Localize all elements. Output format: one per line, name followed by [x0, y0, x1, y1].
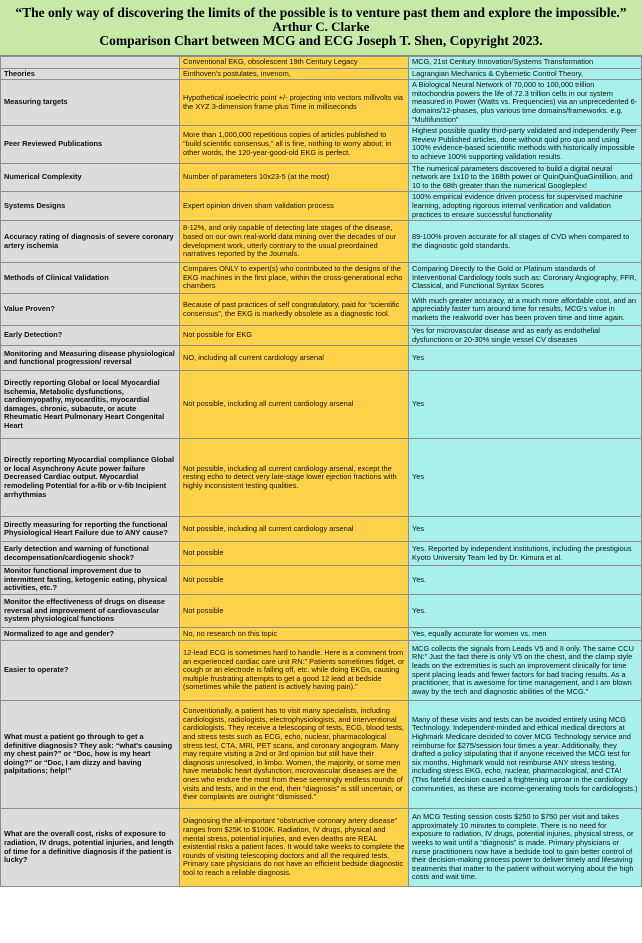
table-row: [1, 641, 642, 701]
ecg-cell: Einthoven's postulates, invenom,: [180, 68, 409, 80]
mcg-cell: Yes: [409, 346, 642, 371]
row-label: What are the overall cost, risks of exposure to radiation, IV drugs, potential injuries, and length of time for a definitive diagnosis if the patient is lucky?: [1, 809, 180, 887]
mcg-cell: A Biological Neural Network of 70,000 to 100,000 trillion mitochondria powers the life of 72.3 trillion cells in our system measured in Power (Watts vs. Frequencies) via an unprecedented 6-domains/12-phases, plus various time domains/frameworks. e.g. “Multifunction”: [409, 80, 642, 126]
ecg-cell: No, no research on this topic: [180, 628, 409, 641]
mcg-cell: Yes.: [409, 566, 642, 595]
table-row: [1, 346, 642, 371]
row-label: Directly reporting Global or local Myocardial Ischemia, Metabolic dysfunctions, cardiomyopathy, myocarditis, myocardial damages, chronic, subacute, or acute Rheumatic Heart Pulmonary Heart Congenital Heart: [1, 371, 180, 439]
row-label: Directly reporting Myocardial compliance Global or local Asynchrony Acute power failure Decreased Cardiac output. Myocardial remodeling Potential for a-fib or v-fib Incipient arrhythmias: [1, 439, 180, 517]
mcg-cell: Yes: [409, 517, 642, 542]
ecg-cell: Not possible: [180, 566, 409, 595]
column-header-ecg: Conventional EKG, obsolescent 19th Century Legacy: [180, 57, 409, 69]
quote: “The only way of discovering the limits of the possible is to venture past them and explore the impossible.”: [15, 5, 627, 20]
ecg-cell: Not possible: [180, 595, 409, 628]
table-row: [1, 192, 642, 221]
table-row: [1, 517, 642, 542]
mcg-cell: Yes. Reported by independent institutions, including the prestigious Kyoto University Team led by Dr. Kimura et al.: [409, 542, 642, 566]
ecg-cell: Because of past practices of self congratulatory, paid for “scientific consensus”, the EKG is markedly obsolete as a diagnostic tool.: [180, 294, 409, 326]
row-label: Monitoring and Measuring disease physiological and functional progression/ reversal: [1, 346, 180, 371]
table-row: [1, 326, 642, 346]
table-row: [1, 371, 642, 439]
ecg-cell: NO, including all current cardiology arsenal: [180, 346, 409, 371]
row-label: Numerical Complexity: [1, 163, 180, 192]
table-row: [1, 163, 642, 192]
mcg-cell: With much greater accuracy, at a much more affordable cost, and an appreciably faster turn around time for results, MCG's value in markets the realworld over has been proven time and time again.: [409, 294, 642, 326]
ecg-cell: Conventionally, a patient has to visit many specialists, including cardiologists, radiologists, electrophysiologists, and interventional cardiologists. They receive a telescoping of tests, ECG, blood tests, and stress tests such as ECG, echo, nuclear, pharmacological stress test, CTA, MRI, PET scans, and coronary angiogram. Many may require visiting a 2nd or 3rd opinion but still have their diagnosis unresolved, in limbo. Women, the majority, or some men have metabolic heart dysfunction; microvascular diseases are the ones who endure the most from these seemingly endless rounds of visits and tests, and in the end, their “diagnosis” is still uncertain, or their complaints are outright “dismissed.”: [180, 701, 409, 809]
row-label: Accuracy rating of diagnosis of severe coronary artery ischemia: [1, 221, 180, 263]
ecg-cell: More than 1,000,000 repetitious copies of articles published to “build scientific consensus,” all is fine, nothing to worry about; in other words, the 120-year-good-old EKG is perfect.: [180, 126, 409, 163]
mcg-cell: Yes.: [409, 595, 642, 628]
mcg-cell: Comparing Directly to the Gold or Platinum standards of Interventional Cardiology tools such as: Coronary Angiography, FFR, Classical, and Functional Syntax Scores: [409, 263, 642, 294]
mcg-cell: Highest possible quality third-party validated and independently Peer Review Published articles, done without quid pro quo and using 100% evidence-based scientific methods with historically impossible to achieve 100% supporting validation results.: [409, 126, 642, 163]
header: [0, 0, 642, 56]
row-label: Easier to operate?: [1, 641, 180, 701]
mcg-cell: 89-100% proven accurate for all stages of CVD when compared to the diagnostic gold standards.: [409, 221, 642, 263]
mcg-cell: 100% empirical evidence driven process for supervised machine learning, adopting rigorous internal verification and validation practices to ensure successful functionality: [409, 192, 642, 221]
table-row: [1, 221, 642, 263]
table-header-row: [1, 57, 642, 69]
ecg-cell: Not possible, including all current cardiology arsenal: [180, 371, 409, 439]
row-label: Monitor the effectiveness of drugs on disease reversal and improvement of cardiovascular system physiological functions: [1, 595, 180, 628]
table-row: [1, 701, 642, 809]
quote-author: Arthur C. Clarke: [272, 19, 370, 34]
comparison-table: [0, 56, 642, 887]
table-row: [1, 439, 642, 517]
table-row: [1, 809, 642, 887]
table-row: [1, 628, 642, 641]
table-row: [1, 294, 642, 326]
ecg-cell: Not possible, including all current cardiology arsenal: [180, 517, 409, 542]
ecg-cell: Not possible for EKG: [180, 326, 409, 346]
row-label: Methods of Clinical Validation: [1, 263, 180, 294]
table-row: [1, 595, 642, 628]
row-label: Peer Reviewed Publications: [1, 126, 180, 163]
ecg-cell: Diagnosing the all-important “obstructive coronary artery disease” ranges from $25K to $100K. Radiation, IV drugs, physical and mental stress, potential injuries, and even deaths are REAL existential risks a patient faces. It would take weeks to complete the rounds of visiting telescoping doctors and all the required tests. Primary care physicians do not have an efficient bedside diagnostic tool to reach a reliable diagnosis.: [180, 809, 409, 887]
mcg-cell: MCG collects the signals from Leads V5 and II only. The same CCU RN:” Just the fact there is only V5 on the chest, and the clamp style leads on the extremities is such an improvement clinically for time spent placing leads and fewer factors for bad tracing results. As a practitioner, that is awesome for time management, and I am blown away by the tech and diagnostic abilities of the MCG.”: [409, 641, 642, 701]
table-row: [1, 566, 642, 595]
table-row: [1, 126, 642, 163]
row-label: Normalized to age and gender?: [1, 628, 180, 641]
ecg-cell: 12-lead ECG is sometimes hard to handle. Here is a comment from an experienced cardiac care unit RN:” Patients sometimes fidget, or cough or an electrode is falling off, etc. while doing EKGs, causing multiple frustrating attempts to get a good 12 lead at bedside (sometimes while the patient is actively having pain).”: [180, 641, 409, 701]
column-header-mcg: MCG, 21st Century Innovation/Systems Transformation: [409, 57, 642, 69]
row-label: Monitor functional improvement due to intermittent fasting, ketogenic eating, physical activities, etc.?: [1, 566, 180, 595]
ecg-cell: Not possible: [180, 542, 409, 566]
ecg-cell: 8-12%, and only capable of detecting late stages of the disease, based on our own real-world data mining over the decades of our development work, utterly contrary to the usual preordained narratives reported by the Journals.: [180, 221, 409, 263]
row-label: Theories: [1, 68, 180, 80]
ecg-cell: Expert opinion driven sham validation process: [180, 192, 409, 221]
row-label: Systems Designs: [1, 192, 180, 221]
row-label: Early detection and warning of functional decompensation/cardiogenic shock?: [1, 542, 180, 566]
row-label: Value Proven?: [1, 294, 180, 326]
mcg-cell: The numerical parameters discovered to build a digital neural network are 1x10 to the 168th power or QuinQuinQuaGintillion, and 10 to the 68th greater than the numerical Googleplex!: [409, 163, 642, 192]
table-row: [1, 80, 642, 126]
row-label: Measuring targets: [1, 80, 180, 126]
mcg-cell: Lagrangian Mechanics & Cybernetic Control Theory,: [409, 68, 642, 80]
row-label: What must a patient go through to get a definitive diagnosis? They ask: “what's causing my chest pain?” or “Doc, how is my heart doing?” or “Doc, I am dizzy and having palpitations; help!”: [1, 701, 180, 809]
table-row: [1, 68, 642, 80]
mcg-cell: Yes, equally accurate for women vs. men: [409, 628, 642, 641]
row-label: Early Detection?: [1, 326, 180, 346]
ecg-cell: Not possible, including all current cardiology arsenal, except the resting echo to detect very late-stage lower ejection fractions with highly inconsistent testing qualities.: [180, 439, 409, 517]
mcg-cell: An MCG Testing session costs $250 to $750 per visit and takes approximately 10 minutes to complete. There is no need for exposure to radiation, IV drugs, potential injuries, physical stress, or weeks to wait until a “diagnosis” is made. Primary physicians or nurse practitioners now have a bedside tool to gain better control of their decision-making process power to deliver timely and lifesaving treatments that matter to the patient without worrying about the high costs and wait time.: [409, 809, 642, 887]
ecg-cell: Compares ONLY to expert(s) who contributed to the designs of the EKG machines in the first place, within the cross-generational echo chambers: [180, 263, 409, 294]
mcg-cell: Many of these visits and tests can be avoided entirely using MCG Technology. Independent-minded and ethical medical directors at Highmark Medicare decided to cover MCG Technology service and reimburse for $275/session four times a year. Additionally, they drafted a policy stipulating that if anyone received the MCG test for six months, Highmark would not reimburse ANY stress testing, including stress EKG, echo, nuclear, pharmacological, and CTA! (This fateful decision caused a frightening uproar in the cardiology communities, as these are income-generating tools for cardiologists.): [409, 701, 642, 809]
mcg-cell: Yes for microvascular disease and as early as endothelial dysfunctions or 20-30% single vessel CV diseases: [409, 326, 642, 346]
row-label: Directly measuring for reporting the functional Physiological Heart Failure due to ANY cause?: [1, 517, 180, 542]
mcg-cell: Yes: [409, 439, 642, 517]
ecg-cell: Hypothetical isoelectric point +/- projecting into vectors millivolts via the XYZ 3-dimension frame plus Time in milliseconds: [180, 80, 409, 126]
chart-title: Comparison Chart between MCG and ECG Joseph T. Shen, Copyright 2023.: [99, 33, 543, 48]
table-row: [1, 263, 642, 294]
ecg-cell: Number of parameters 10x23-5 (at the most): [180, 163, 409, 192]
mcg-cell: Yes: [409, 371, 642, 439]
column-header-label: [1, 57, 180, 69]
table-row: [1, 542, 642, 566]
